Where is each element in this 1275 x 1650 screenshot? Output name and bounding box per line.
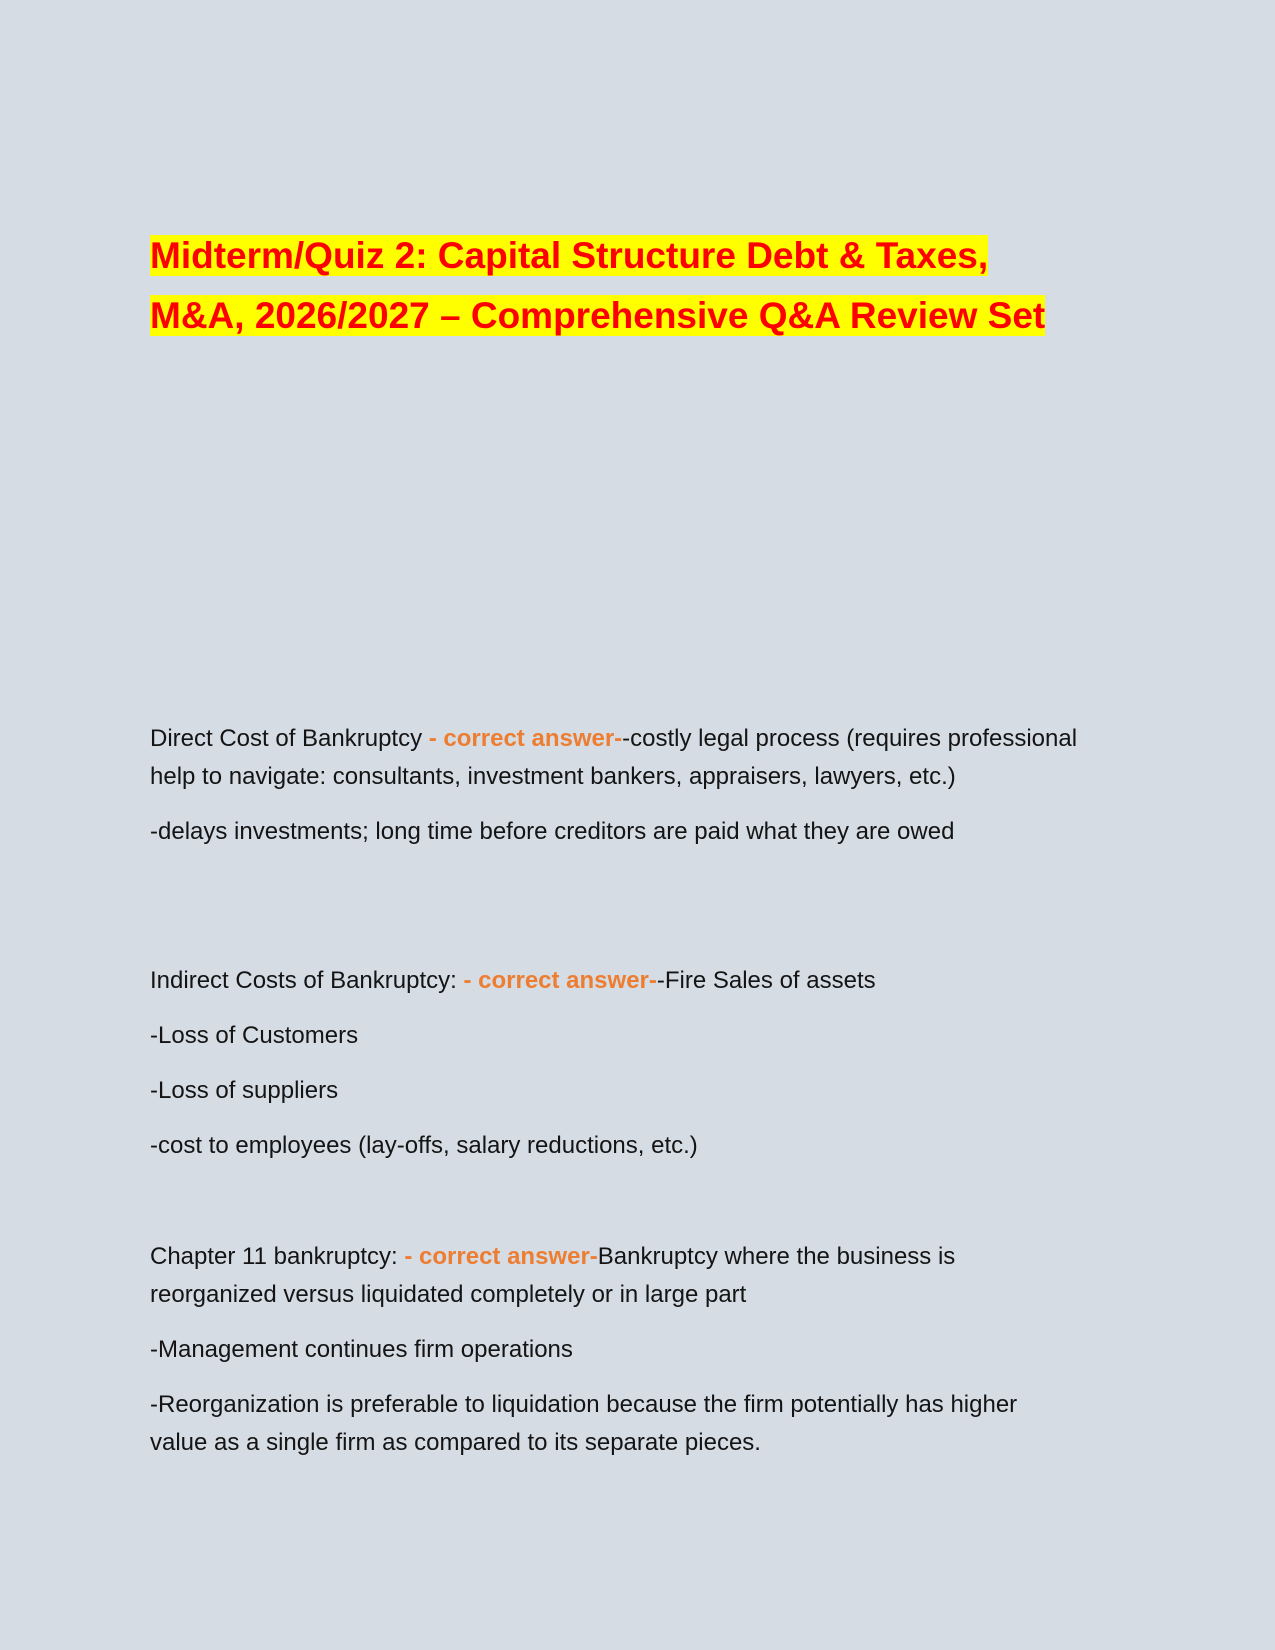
qa-answer: Bankruptcy where the business is reorganized versus liquidated completely or in large part [150,1243,956,1308]
correct-answer-tag: - correct answer- [404,1243,598,1270]
qa-question-answer [150,962,1080,1000]
qa-extra-line: -cost to employees (lay-offs, salary reductions, etc.) [150,1132,698,1159]
qa-term: Direct Cost of Bankruptcy [150,725,429,752]
document-title [150,226,1080,346]
qa-answer: -Fire Sales of assets [656,967,876,994]
qa-term: Indirect Costs of Bankruptcy: [150,967,464,994]
qa-question-answer [150,720,1080,796]
qa-item-chapter-11 [150,1238,1080,1462]
qa-item-indirect-costs [150,962,1080,1165]
qa-term: Chapter 11 bankruptcy: [150,1243,405,1270]
document-page [150,0,1080,1650]
qa-extra-line: -delays investments; long time before creditors are paid what they are owed [150,818,955,845]
qa-question-answer [150,1238,1080,1314]
qa-extra-line: -Loss of Customers [150,1022,359,1049]
qa-extra-line: -Management continues firm operations [150,1336,573,1363]
qa-extra-line: -Loss of suppliers [150,1077,339,1104]
correct-answer-tag: - correct answer- [463,967,657,994]
qa-extra-line: -Reorganization is preferable to liquidation because the firm potentially has higher value as a single firm as compared to its separate pieces. [150,1391,1018,1456]
correct-answer-tag: - correct answer- [428,725,623,752]
qa-item-direct-cost [150,720,1080,851]
qa-answer: -costly legal process (requires professional help to navigate: consultants, investment bankers, appraisers, lawyers, etc.) [150,725,1078,790]
title-highlight: Midterm/Quiz 2: Capital Structure Debt & Taxes, M&A, 2026/2027 – Comprehensive Q&A Review Set [150,235,1046,336]
